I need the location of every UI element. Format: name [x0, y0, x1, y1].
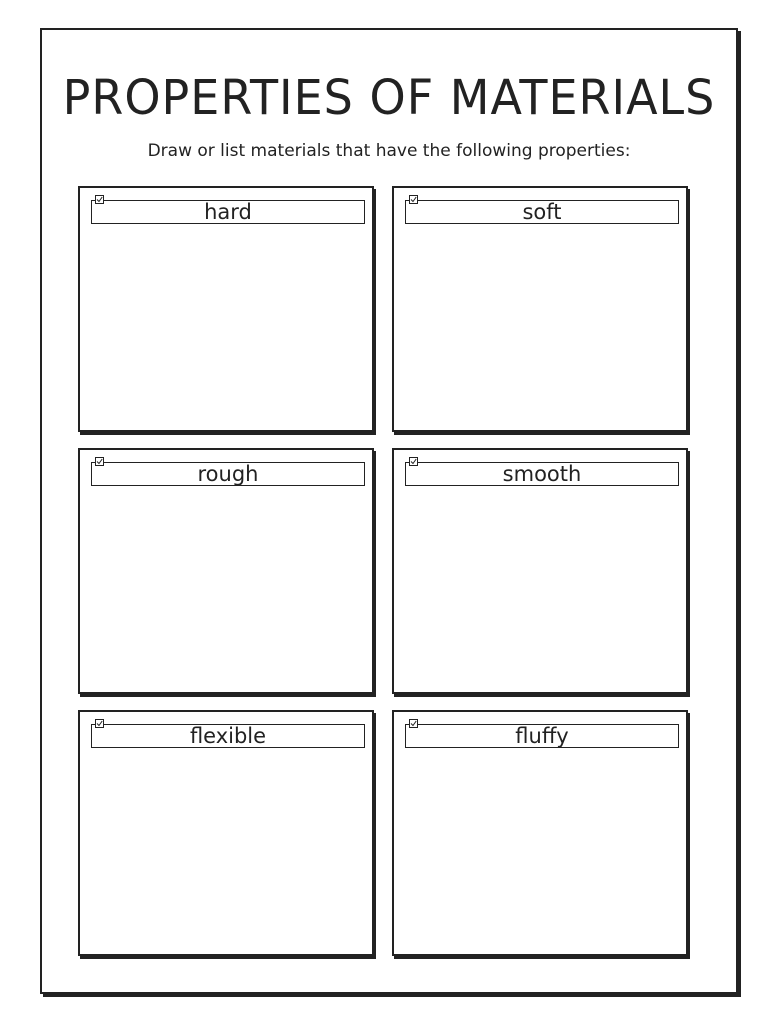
property-box-fluffy	[392, 710, 688, 956]
checkbox-icon	[95, 195, 104, 204]
checkbox-icon	[95, 457, 104, 466]
instruction-text: Draw or list materials that have the following properties:	[147, 141, 631, 161]
property-label: soft	[405, 200, 679, 224]
property-label: smooth	[405, 462, 679, 486]
page-title: PROPERTIES OF MATERIALS	[62, 68, 716, 126]
property-label: flexible	[91, 724, 365, 748]
property-label: fluffy	[405, 724, 679, 748]
property-label: hard	[91, 200, 365, 224]
checkbox-icon	[409, 195, 418, 204]
property-label: rough	[91, 462, 365, 486]
property-box-flexible	[78, 710, 374, 956]
property-box-soft	[392, 186, 688, 432]
checkbox-icon	[409, 719, 418, 728]
checkbox-icon	[95, 719, 104, 728]
checkbox-icon	[409, 457, 418, 466]
property-box-rough	[78, 448, 374, 694]
property-box-hard	[78, 186, 374, 432]
worksheet-page	[40, 28, 738, 994]
property-box-smooth	[392, 448, 688, 694]
